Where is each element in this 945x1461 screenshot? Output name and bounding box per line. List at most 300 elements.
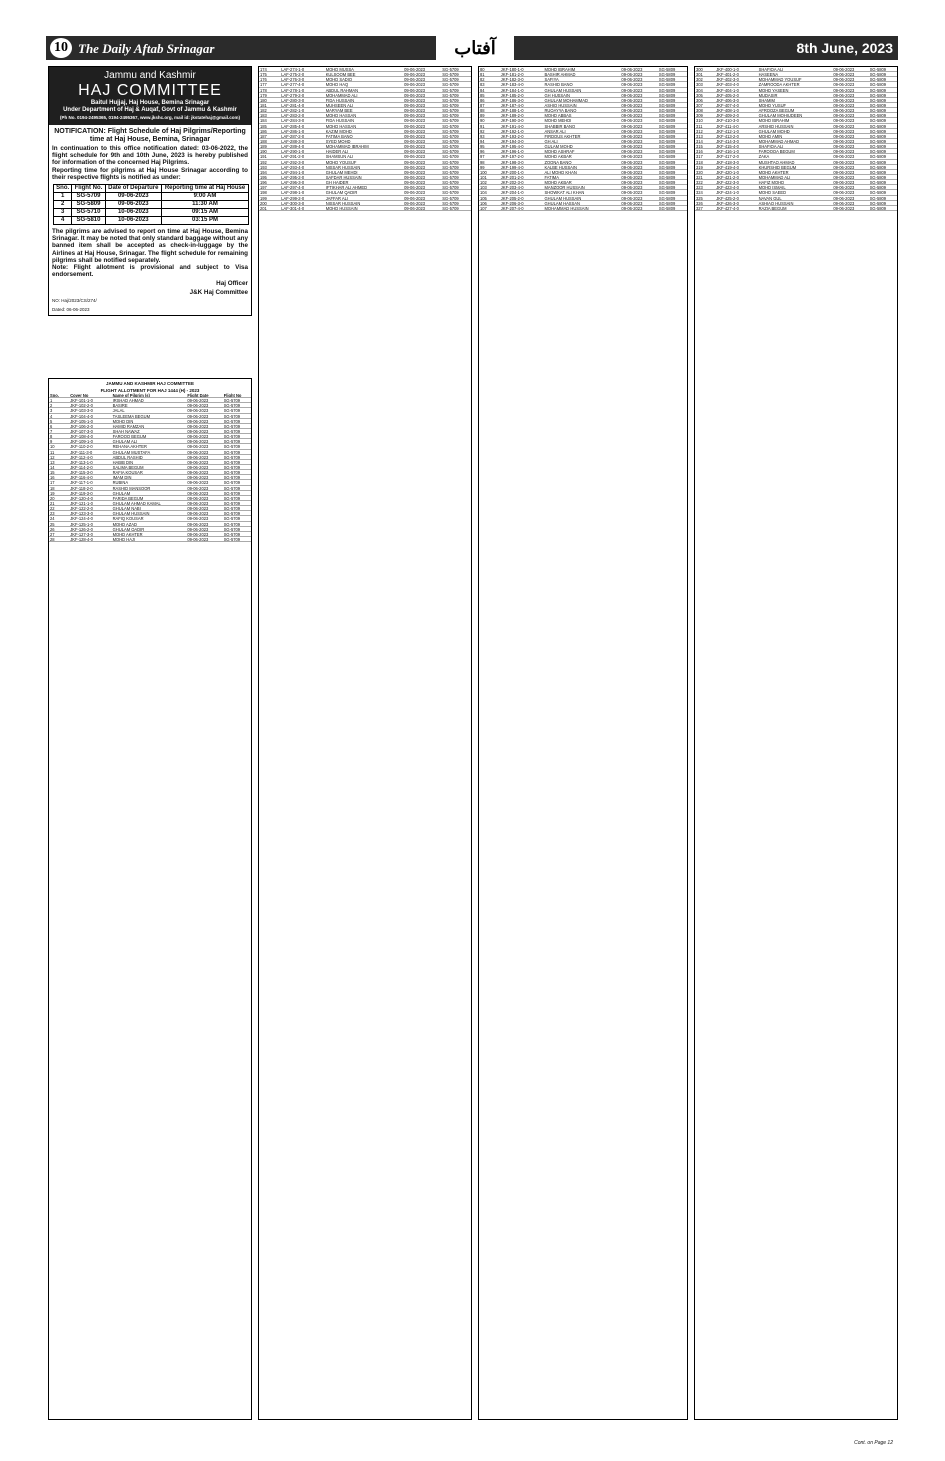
list-cell: SG-5809: [658, 97, 676, 102]
list-cell: JKF-196-1-0: [500, 149, 524, 154]
list-cell: 88: [480, 108, 485, 113]
list-cell: Flight No: [223, 393, 242, 398]
list-cell: JKF-426-3-0: [716, 200, 739, 205]
list-cell: SHAFIQA ALI: [758, 67, 784, 72]
list-cell: 318: [696, 159, 703, 164]
list-cell: SG-5809: [658, 128, 676, 133]
list-cell: 09-06-2023: [833, 128, 855, 133]
list-cell: LAF-298-1-0: [281, 190, 305, 195]
list-cell: SG-5709: [442, 159, 459, 164]
list-cell: JAFFAR ALI: [325, 195, 348, 200]
list-cell: SG-5709: [442, 180, 459, 185]
list-cell: 174: [260, 67, 267, 72]
list-cell: SG-5809: [658, 169, 676, 174]
list-cell: JKF-181-2-0: [500, 72, 524, 77]
list-cell: SG-5809: [658, 149, 676, 154]
list-cell: 196: [260, 180, 267, 185]
schedule-cell: 4: [54, 217, 72, 225]
list-cell: 24: [50, 516, 55, 521]
list-cell: SG-5809: [658, 77, 676, 82]
list-cell: JKF-192-1-0: [500, 128, 524, 133]
list-cell: MOHAMMAD AHMAD: [758, 138, 800, 144]
list-cell: MOHD YOUSUF: [325, 159, 357, 164]
list-cell: 09-06-2023: [187, 418, 209, 423]
list-cell: LAF-292-3-0: [281, 159, 305, 164]
list-cell: SG-5709: [442, 92, 459, 97]
list-cell: 81: [480, 72, 485, 77]
list-cell: 182: [260, 108, 267, 113]
list-cell: JKF-188-1-0: [500, 108, 524, 113]
schedule-header: Date of Departure: [105, 185, 161, 193]
list-cell: 99: [480, 164, 485, 169]
list-cell: 9: [50, 439, 53, 444]
list-cell: 09-06-2023: [404, 200, 426, 205]
list-cell: 27: [50, 531, 55, 536]
list-cell: 09-06-2023: [404, 123, 426, 128]
list-cell: MOHD HAJI: [112, 536, 136, 542]
list-cell: JKF-205-2-0: [500, 195, 524, 200]
paper-name: The Daily Aftab Srinagar: [78, 41, 215, 56]
list-cell: 7: [50, 428, 53, 434]
list-cell: JKF-419-4-0: [716, 164, 739, 169]
list-cell: FIDA HUSSAIN: [325, 97, 355, 102]
list-cell: LAF-290-1-0: [281, 149, 305, 154]
list-cell: 09-06-2023: [187, 526, 209, 531]
list-cell: 189: [260, 144, 267, 149]
list-cell: RAZIA BEGUM: [758, 205, 787, 210]
list-cell: 09-06-2023: [621, 128, 643, 133]
list-cell: GHULAM ALI: [112, 439, 138, 444]
list-cell: 09-06-2023: [621, 190, 643, 195]
list-cell: 26: [50, 526, 55, 531]
list-cell: GHULAM MOHD: [758, 128, 790, 133]
list-cell: LAF-300-3-0: [281, 200, 305, 205]
list-cell: 90: [480, 118, 485, 123]
list-cell: HABIB DIN: [112, 459, 134, 464]
list-cell: SG-5709: [223, 408, 241, 413]
list-cell: 09-06-2023: [187, 536, 209, 542]
list-cell: 300: [696, 67, 703, 72]
list-cell: 317: [696, 154, 703, 159]
list-cell: SG-5709: [442, 72, 459, 77]
list-cell: ZAMROODA AKHTER: [758, 82, 800, 87]
list-cell: JKF-110-2-0: [70, 444, 93, 449]
continued-note: Cont. on Page 12: [854, 1440, 893, 1446]
list-cell: 09-06-2023: [187, 413, 209, 418]
list-cell: 200: [260, 200, 267, 205]
list-cell: LAF-287-2-0: [281, 133, 305, 138]
list-cell: SG-5809: [869, 108, 887, 113]
list-cell: SG-5809: [658, 174, 676, 180]
list-cell: SG-5809: [869, 195, 887, 200]
list-cell: LAF-295-2-0: [281, 174, 305, 180]
list-cell: REHANA AKHTER: [112, 444, 147, 449]
list-cell: JKF-202-3-0: [500, 180, 524, 185]
list-cell: SHAFIQA ALI: [758, 144, 784, 149]
list-cell: 19: [50, 490, 55, 495]
list-cell: SYED MOHD: [325, 138, 351, 144]
list-cell: 09-06-2023: [621, 138, 643, 144]
list-cell: 82: [480, 77, 485, 82]
list-cell: SG-5809: [658, 154, 676, 159]
list-cell: 09-06-2023: [621, 97, 643, 102]
list-cell: MUDASIR: [758, 92, 778, 97]
list-cell: LAF-297-4-0: [281, 185, 305, 190]
schedule-cell: 09-06-2023: [105, 201, 161, 209]
list-cell: JKF-108-4-0: [70, 434, 93, 439]
list-cell: 09-06-2023: [833, 174, 855, 180]
list-cell: 09-06-2023: [621, 118, 643, 123]
list-cell: LAF-296-3-0: [281, 180, 305, 185]
list-cell: ASHIAQ HUSSAIN: [758, 200, 794, 205]
list-cell: GH HUSSAIN: [544, 92, 570, 97]
list-cell: ZOONA BANO: [544, 159, 572, 164]
list-cell: 09-06-2023: [833, 82, 855, 87]
list-cell: SG-5809: [658, 159, 676, 164]
list-cell: JKF-119-3-0: [70, 490, 93, 495]
list-cell: JKF-199-4-0: [500, 164, 524, 169]
list-cell: MOHD IBRAHIM: [544, 67, 576, 72]
list-cell: GH HAIDER: [325, 180, 349, 185]
schedule-cell: 3: [54, 209, 72, 217]
flight-schedule-table: [53, 184, 249, 225]
list-cell: JKF-180-1-0: [500, 67, 524, 72]
list-cell: 09-06-2023: [404, 92, 426, 97]
list-cell: 09-06-2023: [833, 77, 855, 82]
list-cell: 4: [50, 413, 53, 418]
list-cell: 09-06-2023: [404, 133, 426, 138]
list-cell: 97: [480, 154, 485, 159]
list-cell: 09-06-2023: [187, 434, 209, 439]
list-cell: 96: [480, 149, 485, 154]
list-cell: Cover No: [70, 393, 89, 398]
list-cell: SG-5709: [442, 97, 459, 102]
schedule-header: Reporting time at Haj House: [162, 185, 249, 193]
list-cell: JKF-190-3-0: [500, 118, 524, 123]
list-cell: 107: [480, 205, 487, 210]
list-cell: MOHD AKHTER: [758, 169, 789, 174]
list-cell: GULAM MOHD: [544, 144, 573, 149]
list-cell: 86: [480, 97, 485, 102]
list-cell: SG-5709: [223, 464, 241, 470]
list-cell: 09-06-2023: [833, 87, 855, 92]
list-cell: 13: [50, 459, 55, 464]
list-cell: SG-5809: [869, 133, 887, 138]
list-cell: SG-5709: [223, 495, 241, 500]
list-cell: MOHD SAEED: [758, 190, 787, 195]
list-cell: SG-5709: [223, 536, 241, 542]
list-cell: 09-06-2023: [833, 190, 855, 195]
list-cell: RASHID BANO: [544, 82, 573, 87]
list-cell: LAF-275-2-0: [281, 72, 305, 77]
list-cell: SG-5709: [223, 403, 241, 408]
list-cell: HAMID RAMZAN: [112, 423, 145, 428]
list-cell: 09-06-2023: [621, 154, 643, 159]
list-cell: SG-5709: [442, 144, 459, 149]
list-cell: Name of Pilgrim (s): [112, 393, 150, 398]
list-cell: JKF-412-1-0: [716, 128, 739, 133]
schedule-row: [54, 217, 249, 225]
list-cell: 09-06-2023: [621, 180, 643, 185]
list-cell: SG-5709: [223, 454, 241, 459]
list-cell: JKF-125-1-0: [70, 521, 93, 526]
list-cell: RUQAYYA BANO: [544, 108, 577, 113]
list-cell: 09-06-2023: [187, 490, 209, 495]
list-cell: MOHAMMAD IBRAHIM: [325, 144, 369, 149]
list-cell: JKF-102-2-0: [70, 403, 93, 408]
list-cell: SG-5809: [869, 102, 887, 108]
list-cell: 09-06-2023: [621, 113, 643, 118]
list-cell: SG-5709: [223, 439, 241, 444]
list-cell: SG-5709: [223, 459, 241, 464]
list-cell: 09-06-2023: [404, 128, 426, 133]
list-cell: JKF-200-1-0: [500, 169, 524, 174]
list-cell: JKF-414-3-0: [716, 138, 739, 144]
list-cell: SG-5809: [869, 164, 887, 169]
list-cell: 09-06-2023: [621, 149, 643, 154]
schedule-cell: 03:15 PM: [162, 217, 249, 225]
list-cell: SG-5809: [658, 195, 676, 200]
pilgrim-list-column-2: [258, 66, 472, 1420]
list-cell: JKF-406-3-0: [716, 97, 739, 102]
pilgrim-list-column-3: [478, 66, 688, 1420]
list-cell: MOHD AKBAR: [544, 180, 572, 185]
list-cell: HAIDER ALI: [325, 149, 349, 154]
list-cell: RUBINA: [112, 480, 129, 485]
schedule-cell: 10-06-2023: [105, 209, 161, 217]
list-cell: ALI MOHD KHAN: [544, 169, 577, 174]
list-cell: 85: [480, 92, 485, 97]
list-cell: 09-06-2023: [833, 159, 855, 164]
list-cell: 23: [50, 511, 55, 516]
list-cell: JKF-191-4-0: [500, 123, 524, 128]
list-cell: LAF-276-3-0: [281, 77, 305, 82]
list-cell: 09-06-2023: [187, 439, 209, 444]
list-cell: MARYAM BEE: [325, 108, 353, 113]
list-cell: SG-5809: [658, 200, 676, 205]
list-cell: 22: [50, 506, 55, 511]
list-cell: FAROOQA BEGUM: [758, 149, 795, 154]
list-cell: LAF-289-4-0: [281, 144, 305, 149]
list-cell: 09-06-2023: [187, 444, 209, 449]
list-cell: BASHIR AHMAD: [544, 72, 576, 77]
list-cell: 09-06-2023: [404, 108, 426, 113]
list-cell: HAFIZ MOHD: [758, 180, 785, 185]
list-cell: RAFIA KOUSAR: [112, 470, 143, 475]
list-cell: MOHD YASEEN: [758, 87, 789, 92]
schedule-cell: SG-5810: [72, 217, 105, 225]
list-cell: NISSAR HUSSAIN: [325, 164, 361, 169]
list-cell: 09-06-2023: [187, 511, 209, 516]
notification-para-3: The pilgrims are advised to report on time at Haj House, Bemina Srinagar. It may be noted that only standard baggage without any banned item shall be accepted as check-in-luggage by the Airlines at Haj House, Srinagar. The flight schedule for remaining pilgrims shall be notified separately.: [52, 228, 248, 264]
table-row: [479, 206, 687, 211]
list-cell: ABDUL RASHID: [112, 454, 143, 459]
list-cell: 09-06-2023: [187, 485, 209, 490]
list-cell: LAF-281-4-0: [281, 102, 305, 108]
list-cell: 183: [260, 113, 267, 118]
list-cell: SG-5709: [223, 531, 241, 536]
list-cell: SG-5809: [869, 77, 887, 82]
list-cell: SG-5709: [223, 398, 241, 403]
list-cell: MOHD AKBAR: [544, 154, 572, 159]
schedule-header: Flight No.: [72, 185, 105, 193]
list-cell: 308: [696, 108, 703, 113]
schedule-cell: SG-5809: [72, 201, 105, 209]
list-cell: JKF-425-2-0: [716, 195, 739, 200]
list-cell: 09-06-2023: [621, 159, 643, 164]
list-cell: JKF-203-4-0: [500, 185, 524, 190]
list-cell: 09-06-2023: [621, 185, 643, 190]
list-cell: 09-06-2023: [621, 123, 643, 128]
list-cell: FATIMA BANO: [325, 133, 353, 138]
list-cell: SG-5809: [658, 72, 676, 77]
list-cell: SG-5809: [869, 190, 887, 195]
list-cell: JKF-423-4-0: [716, 185, 739, 190]
list-cell: SG-5709: [223, 526, 241, 531]
list-cell: GHULAM: [112, 490, 131, 495]
list-cell: SG-5809: [658, 113, 676, 118]
list-cell: 307: [696, 102, 703, 108]
schedule-row: [54, 193, 249, 201]
list-cell: 311: [696, 123, 703, 128]
list-cell: JKF-126-2-0: [70, 526, 93, 531]
list-cell: 92: [480, 128, 485, 133]
list-cell: 09-06-2023: [404, 174, 426, 180]
list-cell: JKF-407-4-0: [716, 102, 739, 108]
issue-date: 8th June, 2023: [796, 40, 893, 56]
list-cell: 09-06-2023: [187, 470, 209, 475]
list-cell: FARIDA BEGUM: [112, 495, 144, 500]
list-cell: JKF-409-2-0: [716, 113, 739, 118]
list-cell: SG-5709: [223, 500, 241, 506]
list-cell: 17: [50, 480, 55, 485]
schedule-cell: 1: [54, 193, 72, 201]
list-cell: 09-06-2023: [187, 480, 209, 485]
list-cell: 103: [480, 185, 487, 190]
list-cell: 312: [696, 128, 703, 133]
notice-region: Jammu and Kashmir: [104, 70, 196, 81]
list-cell: SG-5809: [869, 169, 887, 174]
list-cell: 101: [480, 174, 487, 180]
list-cell: 09-06-2023: [621, 87, 643, 92]
schedule-cell: SG-5710: [72, 209, 105, 217]
list-cell: 09-06-2023: [404, 154, 426, 159]
list-cell: 93: [480, 133, 485, 138]
list-cell: SG-5709: [442, 174, 459, 180]
list-cell: JKF-400-1-0: [716, 67, 739, 72]
list-cell: 09-06-2023: [833, 138, 855, 144]
list-cell: JKF-117-1-0: [70, 480, 93, 485]
list-cell: JKF-109-1-0: [70, 439, 93, 444]
list-cell: BASIRE: [112, 403, 128, 408]
list-cell: 09-06-2023: [187, 495, 209, 500]
newspaper-logo: آفتاب: [436, 36, 514, 60]
list-cell: FIRDOUS AKHTER: [544, 133, 581, 138]
list-cell: 09-06-2023: [404, 144, 426, 149]
list-cell: SG-5709: [442, 195, 459, 200]
list-cell: 09-06-2023: [404, 190, 426, 195]
list-cell: 100: [480, 169, 487, 174]
list-cell: 185: [260, 123, 267, 128]
list-cell: 09-06-2023: [621, 82, 643, 87]
list-cell: JKF-411-4-0: [716, 123, 739, 128]
list-cell: SG-5809: [658, 92, 676, 97]
list-cell: LAF-299-2-0: [281, 195, 305, 200]
list-cell: SG-5809: [658, 190, 676, 195]
list-cell: 306: [696, 97, 703, 102]
list-cell: JKF-101-1-0: [70, 398, 93, 403]
list-cell: GHULAM QADIR: [325, 190, 358, 195]
list-cell: 91: [480, 123, 485, 128]
list-cell: 09-06-2023: [187, 449, 209, 454]
list-cell: SHAMSUN ALI: [325, 154, 354, 159]
list-cell: 09-06-2023: [187, 521, 209, 526]
list-cell: SG-5709: [442, 185, 459, 190]
list-cell: 193: [260, 164, 267, 169]
schedule-cell: 2: [54, 201, 72, 209]
list-cell: KALBE HUSSAIN: [544, 164, 578, 169]
list-cell: SG-5809: [869, 200, 887, 205]
list-cell: JKF-182-3-0: [500, 77, 524, 82]
list-cell: GHULAM AHMAD KAMAL: [112, 500, 161, 506]
list-cell: SG-5709: [442, 154, 459, 159]
list-cell: ZAKA: [758, 154, 770, 159]
schedule-cell: 09-06-2023: [105, 193, 161, 201]
list-cell: SG-5809: [658, 82, 676, 87]
list-cell: 09-06-2023: [833, 180, 855, 185]
list-cell: 09-06-2023: [833, 118, 855, 123]
list-cell: SG-5809: [869, 67, 887, 72]
list-cell: SG-5709: [442, 102, 459, 108]
list-cell: SG-5809: [658, 185, 676, 190]
list-cell: SG-5709: [442, 190, 459, 195]
list-cell: 12: [50, 454, 55, 459]
list-cell: 94: [480, 138, 485, 144]
list-cell: SG-5809: [869, 180, 887, 185]
list-cell: JKF-195-4-0: [500, 144, 524, 149]
list-cell: RAFIQ KOUSAR: [112, 516, 144, 521]
list-cell: GHULAM MEHDI: [325, 169, 358, 174]
list-cell: MOHD YUSUF: [758, 102, 787, 108]
list-cell: SG-5709: [442, 164, 459, 169]
list-cell: 324: [696, 190, 703, 195]
list-cell: JKF-189-2-0: [500, 113, 524, 118]
list-cell: 09-06-2023: [833, 123, 855, 128]
list-cell: JKF-183-4-0: [500, 82, 524, 87]
list-cell: JKF-112-4-0: [70, 454, 93, 459]
list-cell: 192: [260, 159, 267, 164]
list-cell: 09-06-2023: [187, 464, 209, 470]
list-cell: 09-06-2023: [833, 154, 855, 159]
list-cell: MOHD AZAD: [112, 521, 137, 526]
list-cell: JKF-415-4-0: [716, 144, 739, 149]
list-cell: SG-5809: [869, 82, 887, 87]
list-cell: ABDUL RAHMAN: [325, 87, 359, 92]
list-cell: JKF-116-4-0: [70, 475, 93, 480]
list-cell: SG-5809: [658, 144, 676, 149]
list-cell: 301: [696, 72, 703, 77]
list-cell: 09-06-2023: [621, 67, 643, 72]
list-cell: 20: [50, 495, 55, 500]
list-cell: LAF-301-4-0: [281, 205, 305, 210]
list-cell: 09-06-2023: [833, 108, 855, 113]
list-cell: LAF-283-2-0: [281, 113, 305, 118]
list-cell: KHURSHID BEGUM: [758, 164, 797, 169]
list-cell: 11: [50, 449, 55, 454]
list-cell: SG-5709: [442, 205, 459, 210]
list-cell: RASHID MANSOOR: [112, 485, 151, 490]
list-cell: SHOWKAT ALI KHAN: [544, 190, 585, 195]
